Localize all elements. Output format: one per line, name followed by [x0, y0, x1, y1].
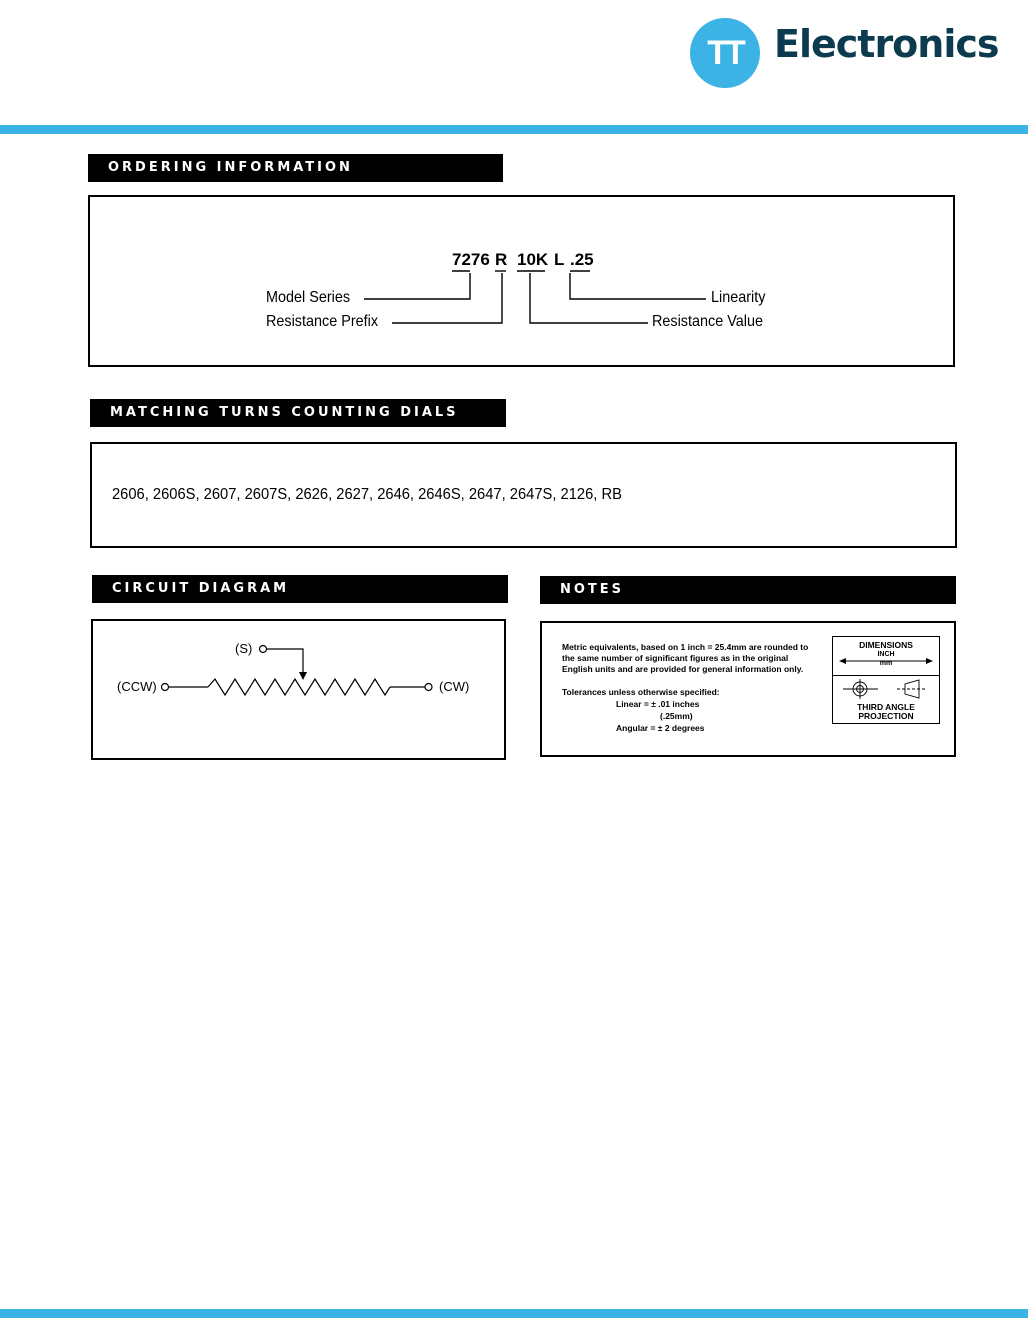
- tolerance-angular: Angular = ± 2 degrees: [616, 723, 705, 733]
- dials-header: MATCHING TURNS COUNTING DIALS: [90, 399, 506, 427]
- dimensions-inch: INCH: [877, 651, 895, 658]
- logo-mark: TT: [690, 18, 760, 88]
- ordering-header: ORDERING INFORMATION: [88, 154, 503, 182]
- tolerance-linear-mm: (.25mm): [660, 711, 693, 721]
- label-model-series: Model Series: [266, 289, 351, 306]
- resistor-zigzag: [208, 679, 390, 695]
- metric-line-2: the same number of significant figures as in the original: [562, 653, 789, 663]
- projection-line-1: THIRD ANGLE: [857, 702, 915, 712]
- tolerance-linear: Linear = ± .01 inches: [616, 699, 700, 709]
- ordering-leader-lines: [90, 197, 957, 369]
- code-linearity-value: .25: [570, 250, 594, 269]
- arrow-left-icon: [839, 658, 846, 664]
- logo-text: Electronics: [774, 22, 999, 66]
- dimensions-block: [832, 636, 940, 724]
- label-resistance-value: Resistance Value: [652, 313, 763, 330]
- tolerance-title: Tolerances unless otherwise specified:: [562, 687, 720, 697]
- code-linearity-letter: L: [554, 250, 565, 269]
- company-logo: [690, 18, 1000, 90]
- notes-box: [540, 621, 956, 757]
- code-value: 10K: [517, 250, 549, 269]
- wiper-label: (S): [235, 641, 253, 656]
- arrow-right-icon: [926, 658, 933, 664]
- projection-line-2: PROJECTION: [858, 711, 914, 721]
- wiper-terminal: [260, 646, 267, 653]
- cw-terminal: [425, 684, 432, 691]
- label-resistance-prefix: Resistance Prefix: [266, 313, 379, 330]
- top-accent-band: [0, 125, 1028, 134]
- metric-line-3: English units and are provided for general information only.: [562, 664, 804, 674]
- circuit-header: CIRCUIT DIAGRAM: [92, 575, 508, 603]
- bottom-accent-band: [0, 1309, 1028, 1318]
- wiper-arrow: [299, 672, 307, 680]
- notes-header: NOTES: [540, 576, 956, 604]
- cw-label: (CW): [439, 679, 470, 694]
- dials-box: [90, 442, 957, 548]
- code-prefix: R: [495, 250, 508, 269]
- ccw-terminal: [162, 684, 169, 691]
- metric-line-1: Metric equivalents, based on 1 inch = 25.4mm are rounded to: [562, 642, 809, 652]
- circuit-box: [91, 619, 506, 760]
- label-linearity: Linearity: [711, 289, 766, 306]
- dials-list: 2606, 2606S, 2607, 2607S, 2626, 2627, 2646, 2646S, 2647, 2647S, 2126, RB: [112, 486, 622, 503]
- ordering-box: [88, 195, 955, 367]
- code-model: 7276: [452, 250, 490, 269]
- dimensions-mm: mm: [879, 660, 893, 667]
- dimensions-title: DIMENSIONS: [859, 640, 913, 650]
- ccw-label: (CCW): [117, 679, 157, 694]
